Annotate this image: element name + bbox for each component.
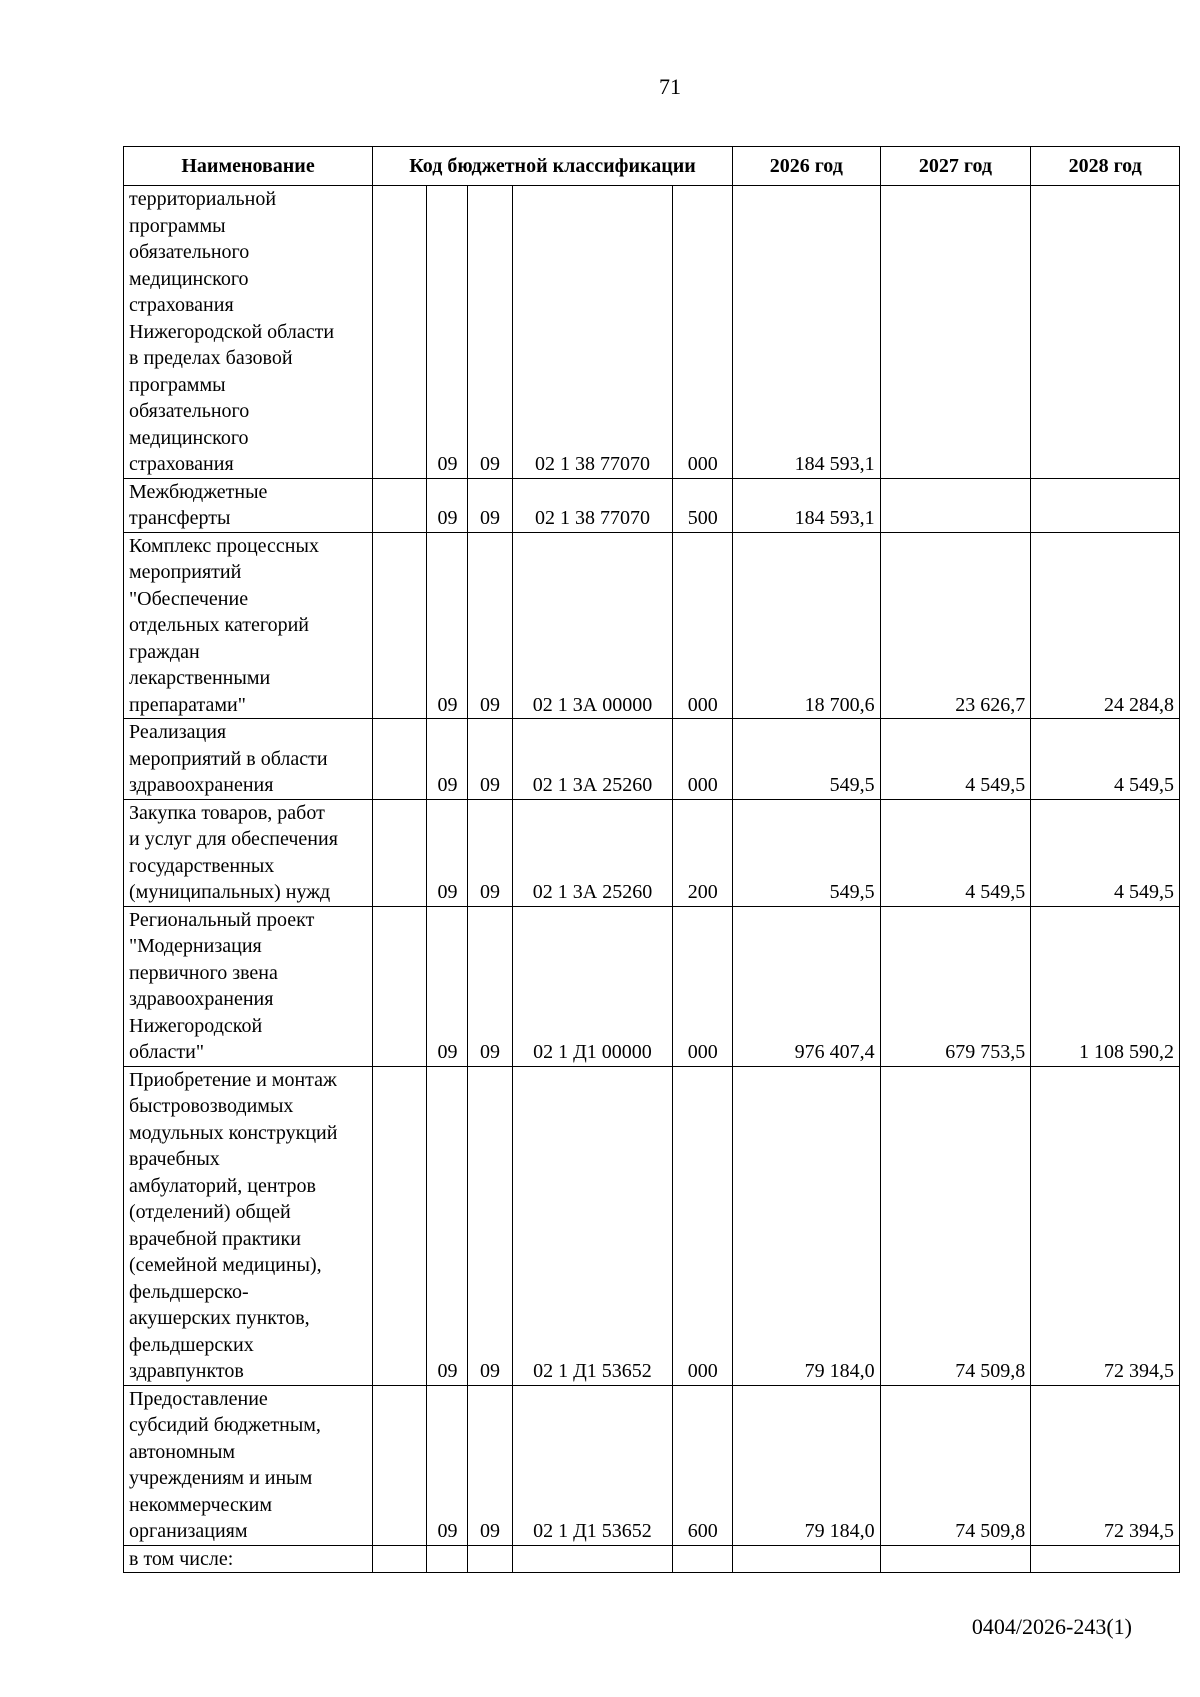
row-target-article-code: 02 1 38 77070: [512, 186, 673, 479]
row-blank-code: [373, 1545, 427, 1573]
row-expense-kind-code: 000: [673, 532, 733, 719]
row-blank-code: [373, 799, 427, 906]
header-2027: 2027 год: [880, 147, 1031, 186]
row-name: Комплекс процессных мероприятий "Обеспечение отдельных категорий граждан лекарственными препаратами": [124, 532, 373, 719]
row-subsection-code: 09: [468, 532, 512, 719]
row-section-code: 09: [427, 186, 468, 479]
table-row: [124, 478, 1180, 532]
row-target-article-code: 02 1 38 77070: [512, 478, 673, 532]
row-value-2027: 74 509,8: [880, 1066, 1031, 1385]
row-value-2026: 184 593,1: [732, 478, 880, 532]
row-value-2027: [880, 186, 1031, 479]
row-value-2028: 24 284,8: [1031, 532, 1180, 719]
row-expense-kind-code: 600: [673, 1385, 733, 1545]
row-blank-code: [373, 719, 427, 800]
row-name: Региональный проект "Модернизация первичного звена здравоохранения Нижегородской области": [124, 906, 373, 1066]
row-section-code: 09: [427, 1385, 468, 1545]
row-value-2026: 79 184,0: [732, 1066, 880, 1385]
row-target-article-code: [512, 1545, 673, 1573]
document-id: 0404/2026-243(1): [971, 1614, 1132, 1639]
row-value-2028: 72 394,5: [1031, 1066, 1180, 1385]
row-value-2026: 184 593,1: [732, 186, 880, 479]
row-value-2027: 74 509,8: [880, 1385, 1031, 1545]
header-code: Код бюджетной классификации: [373, 147, 733, 186]
row-target-article-code: 02 1 3А 25260: [512, 799, 673, 906]
row-subsection-code: [468, 1545, 512, 1573]
row-subsection-code: 09: [468, 1385, 512, 1545]
row-target-article-code: 02 1 Д1 00000: [512, 906, 673, 1066]
row-value-2028: [1031, 1545, 1180, 1573]
row-value-2027: 4 549,5: [880, 719, 1031, 800]
row-value-2028: 4 549,5: [1031, 719, 1180, 800]
row-name: в том числе:: [124, 1545, 373, 1573]
row-value-2026: [732, 1545, 880, 1573]
row-expense-kind-code: 500: [673, 478, 733, 532]
row-section-code: 09: [427, 1066, 468, 1385]
row-value-2027: [880, 478, 1031, 532]
row-section-code: 09: [427, 478, 468, 532]
row-value-2027: [880, 1545, 1031, 1573]
page-number: 71: [659, 74, 681, 99]
row-value-2028: 1 108 590,2: [1031, 906, 1180, 1066]
row-expense-kind-code: 000: [673, 719, 733, 800]
row-blank-code: [373, 478, 427, 532]
row-name: Предоставление субсидий бюджетным, автономным учреждениям и иным некоммерческим организациям: [124, 1385, 373, 1545]
table-row: [124, 719, 1180, 800]
row-target-article-code: 02 1 Д1 53652: [512, 1066, 673, 1385]
row-value-2028: [1031, 186, 1180, 479]
row-value-2026: 549,5: [732, 799, 880, 906]
table-header-row: [124, 147, 1180, 186]
table-body: [124, 186, 1180, 1573]
table-row: [124, 1385, 1180, 1545]
row-target-article-code: 02 1 3А 00000: [512, 532, 673, 719]
row-expense-kind-code: 200: [673, 799, 733, 906]
row-subsection-code: 09: [468, 906, 512, 1066]
row-name: Реализация мероприятий в области здравоохранения: [124, 719, 373, 800]
row-target-article-code: 02 1 3А 25260: [512, 719, 673, 800]
row-value-2028: 4 549,5: [1031, 799, 1180, 906]
row-expense-kind-code: [673, 1545, 733, 1573]
row-expense-kind-code: 000: [673, 1066, 733, 1385]
table-row: [124, 532, 1180, 719]
table-row: [124, 1066, 1180, 1385]
header-2026: 2026 год: [732, 147, 880, 186]
row-name: Межбюджетные трансферты: [124, 478, 373, 532]
row-value-2028: 72 394,5: [1031, 1385, 1180, 1545]
row-section-code: 09: [427, 532, 468, 719]
row-blank-code: [373, 532, 427, 719]
row-blank-code: [373, 906, 427, 1066]
table-row: [124, 799, 1180, 906]
row-expense-kind-code: 000: [673, 186, 733, 479]
row-section-code: 09: [427, 906, 468, 1066]
row-value-2026: 549,5: [732, 719, 880, 800]
row-value-2026: 79 184,0: [732, 1385, 880, 1545]
row-section-code: 09: [427, 799, 468, 906]
row-blank-code: [373, 186, 427, 479]
row-blank-code: [373, 1066, 427, 1385]
table-row: [124, 906, 1180, 1066]
row-value-2027: 4 549,5: [880, 799, 1031, 906]
header-name: Наименование: [124, 147, 373, 186]
row-target-article-code: 02 1 Д1 53652: [512, 1385, 673, 1545]
row-name: Закупка товаров, работ и услуг для обеспечения государственных (муниципальных) нужд: [124, 799, 373, 906]
row-subsection-code: 09: [468, 478, 512, 532]
row-value-2027: 679 753,5: [880, 906, 1031, 1066]
table-row: [124, 186, 1180, 479]
row-section-code: [427, 1545, 468, 1573]
row-blank-code: [373, 1385, 427, 1545]
row-subsection-code: 09: [468, 1066, 512, 1385]
row-section-code: 09: [427, 719, 468, 800]
row-value-2027: 23 626,7: [880, 532, 1031, 719]
table-row: [124, 1545, 1180, 1573]
row-expense-kind-code: 000: [673, 906, 733, 1066]
row-value-2026: 976 407,4: [732, 906, 880, 1066]
row-value-2026: 18 700,6: [732, 532, 880, 719]
row-name: Приобретение и монтаж быстровозводимых модульных конструкций врачебных амбулаторий, центров (отделений) общей врачебной практики (семейной медицины), фельдшерско- акушерских пунктов, фельдшерских здравпунктов: [124, 1066, 373, 1385]
budget-table: [123, 146, 1180, 1573]
row-subsection-code: 09: [468, 719, 512, 800]
row-name: территориальной программы обязательного медицинского страхования Нижегородской области в пределах базовой программы обязательного медицинского страхования: [124, 186, 373, 479]
row-subsection-code: 09: [468, 799, 512, 906]
row-subsection-code: 09: [468, 186, 512, 479]
header-2028: 2028 год: [1031, 147, 1180, 186]
row-value-2028: [1031, 478, 1180, 532]
